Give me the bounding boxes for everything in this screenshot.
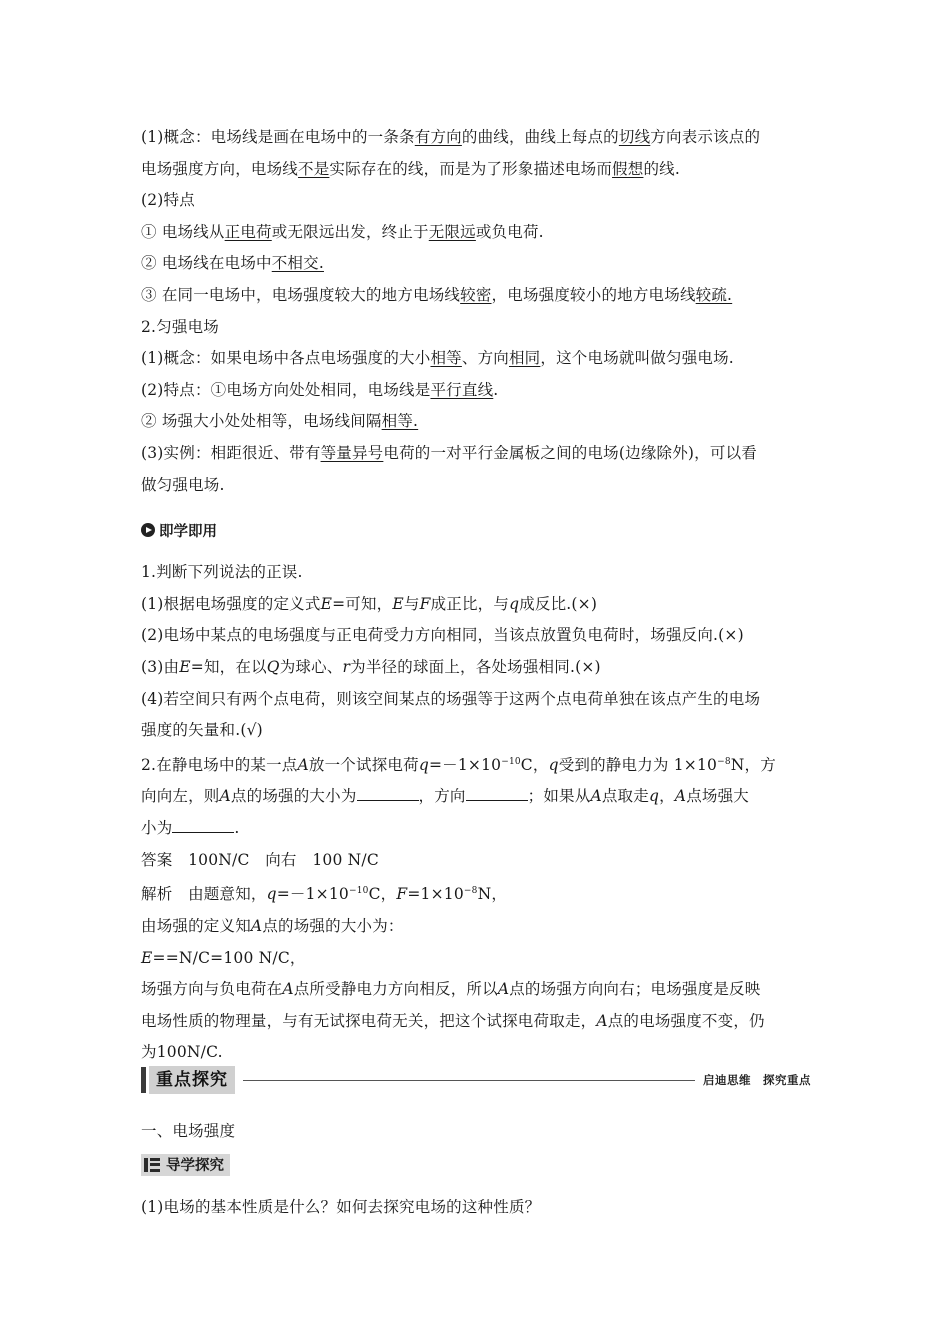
practice-section-title: 即学即用 bbox=[159, 523, 217, 540]
question-line: 1.判断下列说法的正误. bbox=[141, 563, 303, 582]
practice-section-header bbox=[141, 519, 811, 541]
text-line: (3)实例：相距很近、带有等量异号电荷的一对平行金属板之间的电场(边缘除外)，可以看 bbox=[141, 443, 757, 462]
analysis-line: E==N/C=100 N/C， bbox=[141, 948, 306, 967]
question-line: (2)电场中某点的电场强度与正电荷受力方向相同，当该点放置负电荷时，场强反向.(×) bbox=[141, 626, 744, 645]
analysis-line: 解析 由题意知，$q=-1\times 10^{-10}C$，$F=1\times 10^{-8}N$， bbox=[141, 885, 508, 904]
text-line: ② 电场线在电场中不相交. bbox=[141, 254, 324, 273]
subheading: 2.匀强电场 bbox=[141, 317, 219, 336]
text-line: ① 电场线从正电荷或无限远出发，终止于无限远或负电荷. bbox=[141, 222, 544, 241]
guide-title: 导学探究 bbox=[166, 1158, 224, 1175]
play-icon bbox=[141, 523, 155, 537]
banner-title: 重点探究 bbox=[149, 1066, 235, 1094]
list-icon bbox=[144, 1158, 160, 1172]
text-line: (2)特点：①电场方向处处相同，电场线是平行直线. bbox=[141, 380, 499, 399]
question-line: 2.在静电场中的某一点A放一个试探电荷$q=-1\times 10^{-10}C$，q受到的静电力为 $1\times 10^{-8}N$，方 bbox=[141, 755, 776, 774]
answer-blank[interactable] bbox=[466, 786, 528, 801]
content-lower bbox=[141, 1116, 811, 1223]
text-line: ② 场强大小处处相等，电场线间隔相等. bbox=[141, 412, 419, 431]
question-line: 强度的矢量和.(√) bbox=[141, 721, 263, 740]
analysis-line: 由场强的定义知A点的场强的大小为： bbox=[141, 916, 404, 935]
answer-blank[interactable] bbox=[172, 818, 234, 833]
analysis-line: 为100N/C. bbox=[141, 1043, 223, 1062]
question-line: (1)电场的基本性质是什么？如何去探究电场的这种性质？ bbox=[141, 1197, 541, 1216]
banner-bar bbox=[141, 1067, 146, 1093]
banner-subtitle: 启迪思维 探究重点 bbox=[703, 1073, 811, 1087]
text-line: (1)概念：电场线是画在电场中的一条条有方向的曲线，曲线上每点的切线方向表示该点的 bbox=[141, 128, 761, 146]
section-banner bbox=[141, 1066, 811, 1094]
banner-rule bbox=[243, 1080, 695, 1081]
analysis-line: 电场性质的物理量，与有无试探电荷无关，把这个试探电荷取走，A点的电场强度不变，仍 bbox=[141, 1011, 765, 1030]
question-line: (1)根据电场强度的定义式E=可知，E与F成正比，与q成反比.(×) bbox=[141, 594, 598, 613]
text-line: ③ 在同一电场中，电场强度较大的地方电场线较密，电场强度较小的地方电场线较疏. bbox=[141, 285, 733, 304]
answer-line: 答案 100N/C 向右 100 N/C bbox=[141, 850, 379, 869]
subheading: (2)特点 bbox=[141, 191, 195, 210]
text-line: 电场强度方向，电场线不是实际存在的线，而是为了形象描述电场而假想的线. bbox=[141, 159, 680, 178]
question-line: (3)由E=知，在以Q为球心、r为半径的球面上，各处场强相同.(×) bbox=[141, 657, 601, 676]
part-title: 一、电场强度 bbox=[141, 1122, 236, 1140]
question-line: 小为 . bbox=[141, 819, 240, 838]
question-line: (4)若空间只有两个点电荷，则该空间某点的场强等于这两个点电荷单独在该点产生的电场 bbox=[141, 689, 761, 708]
analysis-line: 场强方向与负电荷在A点所受静电力方向相反，所以A点的场强方向向右；电场强度是反映 bbox=[141, 980, 761, 999]
text-line: 做匀强电场. bbox=[141, 475, 225, 494]
question-line: 向向左，则A点的场强的大小为 ，方向 ；如果从A点取走q，A点场强大 bbox=[141, 787, 750, 806]
answer-blank[interactable] bbox=[357, 786, 419, 801]
guide-header bbox=[141, 1152, 811, 1178]
text-line: (1)概念：如果电场中各点电场强度的大小相等、方向相同，这个电场就叫做匀强电场. bbox=[141, 349, 734, 368]
content-upper bbox=[141, 122, 811, 1069]
